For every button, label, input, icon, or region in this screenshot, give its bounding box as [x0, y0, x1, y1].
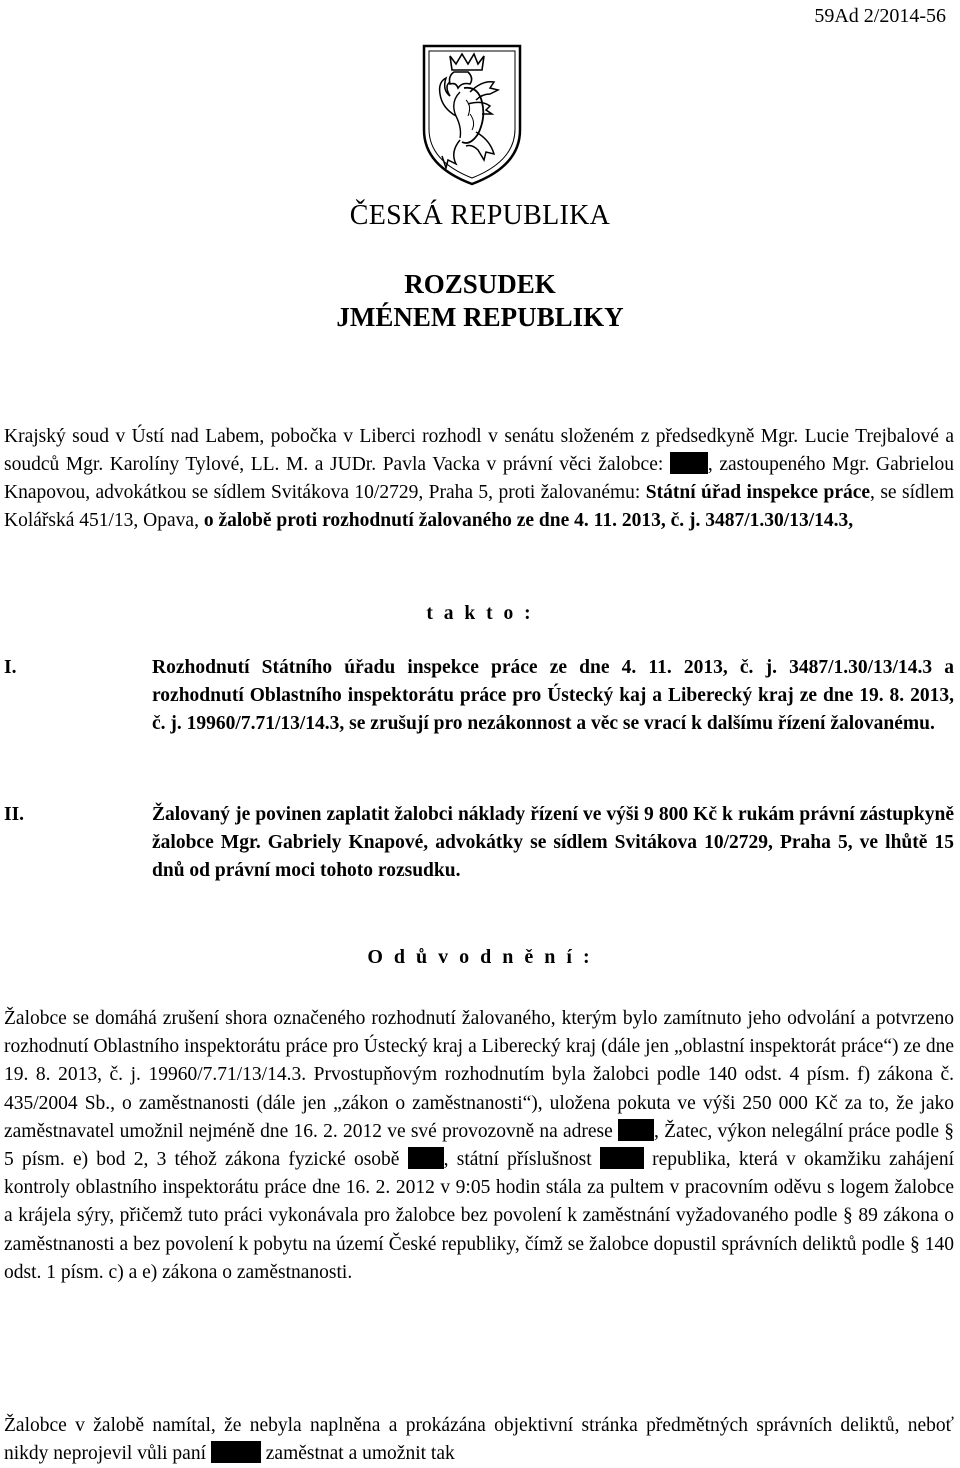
decision-heading: t a k t o : — [426, 603, 534, 624]
redaction-box — [211, 1441, 261, 1463]
intro-text: , — [848, 510, 854, 531]
in-name-of-republic: JMÉNEM REPUBLIKY — [336, 302, 624, 332]
paragraph-text: republika, která v okamžiku zahájení kontroly oblastního inspektorátu práce dne 16. 2. 2012 v 9:05 hodin stála za pultem v pracovním oděvu s logem žalobce a krájela sýry, přičemž tuto práci vykonávala pro žalobce bez povolení k zaměstnání vyžadovaného podle § 89 zákona o zaměstnanosti a bez povolení k pobytu na území České republiky, čímž se žalobce dopustil správních deliktů podle § 140 odst. 1 písm. c) a e) zákona o zaměstnanosti. — [4, 1149, 954, 1283]
defendant-name: Státní úřad inspekce práce — [645, 482, 871, 503]
czech-lion-coat-of-arms-icon — [420, 42, 524, 188]
paragraph-text: , Žatec, výkon nelegální práce podle § 5 písm. e) bod 2, 3 téhož zákona fyzické osobě — [4, 1120, 954, 1171]
paragraph-text: , státní příslušnost — [443, 1149, 600, 1171]
introductory-paragraph — [4, 423, 954, 535]
intro-text: , zastoupeného Mgr. Gabrielou Knapovou, advokátkou se sídlem Svitákova 10/2729, Praha 5, proti žalovanému: — [4, 454, 954, 503]
reasoning-paragraph — [4, 1412, 954, 1468]
case-subject: o žalobě proti rozhodnutí žalovaného ze dne 4. 11. 2013, č. j. 3487/1.30/13/14.3 — [203, 510, 849, 531]
reasoning-paragraph — [4, 1005, 954, 1287]
point-number: I. — [4, 657, 17, 678]
redaction-box — [600, 1147, 644, 1169]
emblem-shield-icon — [420, 42, 524, 188]
reasoning-heading: O d ů v o d n ě n í : — [367, 946, 593, 968]
point-number: II. — [4, 804, 25, 825]
paragraph-text: zaměstnat a umožnit tak — [260, 1443, 455, 1465]
decision-point — [4, 801, 954, 885]
paragraph-text: Žalobce v žalobě namítal, že nebyla naplněna a prokázána objektivní stránka předmětných správních deliktů, neboť nikdy neprojevil vůli paní — [4, 1415, 954, 1465]
state-title: ČESKÁ REPUBLIKA — [349, 200, 611, 231]
redaction-box — [618, 1119, 654, 1141]
intro-text: , se sídlem Kolářská 451/13, Opava, — [4, 482, 954, 531]
point-text: Rozhodnutí Státního úřadu inspekce práce ze dne 4. 11. 2013, č. j. 3487/1.30/13/14.3 a rozhodnutí Oblastního inspektorátu práce pro Ústecký kaj a Liberecký kraj ze dne 19. 8. 2013, č. j. 19960/7.71/13/14.3, se zrušují pro nezákonnost a věc se vrací k dalšímu řízení žalovanému. — [152, 657, 954, 734]
point-text: Žalovaný je povinen zaplatit žalobci náklady řízení ve výši 9 800 Kč k rukám právní zástupkyně žalobce Mgr. Gabriely Knapové, advokátky se sídlem Svitákova 10/2729, Praha 5, ve lhůtě 15 dnů od právní moci tohoto rozsudku. — [152, 804, 954, 881]
verdict-heading: ROZSUDEK — [404, 269, 556, 299]
redaction-box — [408, 1147, 444, 1169]
document-title — [0, 268, 960, 334]
decision-point — [4, 654, 954, 738]
paragraph-text: Žalobce se domáhá zrušení shora označeného rozhodnutí žalovaného, kterým bylo zamítnuto jeho odvolání a potvrzeno rozhodnutí Oblastního inspektorátu práce pro Ústecký kraj a Liberecký kraj (dále jen „oblastní inspektorát práce“) ze dne 19. 8. 2013, č. j. 19960/7.71/13/14.3. Prvostupňovým rozhodnutím byla žalobci podle 140 odst. 4 písm. f) zákona č. 435/2004 Sb., o zaměstnanosti (dále jen „zákon o zaměstnanosti“), uložena pokuta ve výši 250 000 Kč za to, že jako zaměstnavatel umožnil nejméně dne 16. 2. 2012 ve své provozovně na adrese — [4, 1008, 954, 1142]
intro-text: Krajský soud v Ústí nad Labem, pobočka v Liberci rozhodl v senátu složeném z předsedkyně Mgr. Lucie Trejbalové a soudců Mgr. Karolíny Tylové, LL. M. a JUDr. Pavla Vacka v právní věci žalobce: — [4, 426, 954, 475]
case-number: 59Ad 2/2014-56 — [814, 5, 946, 27]
redaction-box — [670, 452, 708, 474]
